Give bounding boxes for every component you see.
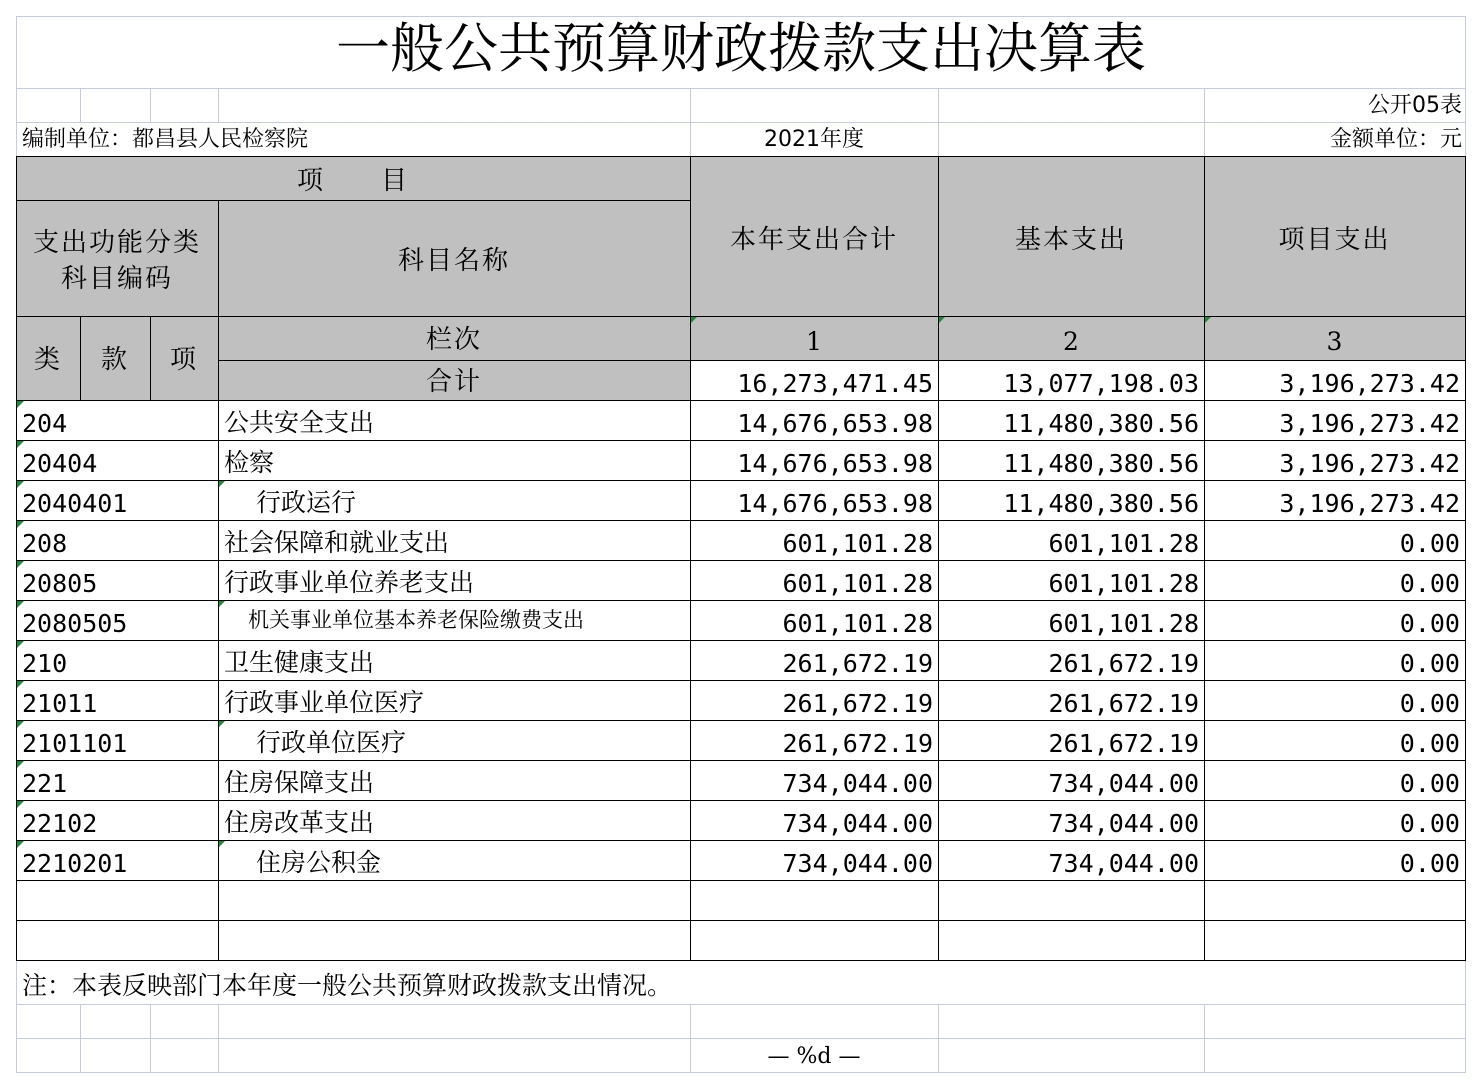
total-sum: 16,273,471.45 <box>737 369 933 398</box>
row-basic: 601,101.28 <box>1048 529 1199 558</box>
cell-marker-icon <box>17 721 24 728</box>
row-basic: 261,672.19 <box>1048 649 1199 678</box>
report-year: 2021年度 <box>764 127 864 152</box>
row-total: 734,044.00 <box>782 849 933 878</box>
cell-marker-icon <box>938 317 945 324</box>
cell-marker-icon <box>17 601 24 608</box>
cell-marker-icon <box>17 481 24 488</box>
cell-marker-icon <box>17 561 24 568</box>
header-subject-name: 科目名称 <box>397 246 510 276</box>
row-name: 检察 <box>224 448 275 477</box>
row-project: 3,196,273.42 <box>1279 409 1460 438</box>
total-basic: 13,077,198.03 <box>1003 369 1199 398</box>
row-project: 3,196,273.42 <box>1279 449 1460 478</box>
row-name: 公共安全支出 <box>224 408 375 437</box>
row-basic: 11,480,380.56 <box>1003 489 1199 518</box>
header-code-group-line1: 支出功能分类 <box>32 228 201 258</box>
header-kuan: 款 <box>100 345 129 375</box>
row-total: 261,672.19 <box>782 689 933 718</box>
header-index-1: 1 <box>806 327 822 356</box>
row-name: 行政事业单位医疗 <box>224 688 425 717</box>
page-number: — %d — <box>767 1044 861 1069</box>
row-code: 20404 <box>22 449 98 478</box>
row-total: 261,672.19 <box>782 649 933 678</box>
header-col-total: 本年支出合计 <box>729 225 898 255</box>
row-basic: 734,044.00 <box>1048 809 1199 838</box>
header-lanci: 栏次 <box>425 325 482 355</box>
row-total: 261,672.19 <box>782 729 933 758</box>
header-code-group-line2: 科目编码 <box>60 264 173 294</box>
cell-marker-icon <box>218 481 225 488</box>
row-project: 0.00 <box>1399 689 1460 718</box>
row-code: 204 <box>22 409 68 438</box>
header-index-3: 3 <box>1326 327 1343 356</box>
row-code: 221 <box>22 769 68 798</box>
row-code: 22102 <box>22 809 98 838</box>
cell-marker-icon <box>17 801 24 808</box>
row-code: 2101101 <box>22 729 128 758</box>
table-number: 公开05表 <box>1368 93 1462 118</box>
row-basic: 734,044.00 <box>1048 849 1199 878</box>
row-project: 0.00 <box>1399 609 1460 638</box>
row-name: 住房公积金 <box>256 848 382 877</box>
cell-marker-icon <box>17 761 24 768</box>
cell-marker-icon <box>218 841 225 848</box>
row-code: 20805 <box>22 569 98 598</box>
money-unit: 金额单位：元 <box>1329 127 1462 152</box>
row-total: 601,101.28 <box>782 529 933 558</box>
cell-marker-icon <box>17 841 24 848</box>
row-name: 行政事业单位养老支出 <box>224 568 475 597</box>
row-name: 住房保障支出 <box>224 768 375 797</box>
header-lei: 类 <box>33 345 62 375</box>
row-project: 0.00 <box>1399 769 1460 798</box>
row-total: 601,101.28 <box>782 569 933 598</box>
row-project: 0.00 <box>1399 529 1460 558</box>
row-code: 2040401 <box>22 489 128 518</box>
cell-marker-icon <box>690 317 697 324</box>
row-project: 0.00 <box>1399 569 1460 598</box>
total-project: 3,196,273.42 <box>1279 369 1460 398</box>
row-basic: 261,672.19 <box>1048 689 1199 718</box>
row-project: 3,196,273.42 <box>1279 489 1460 518</box>
row-code: 2080505 <box>22 609 128 638</box>
row-project: 0.00 <box>1399 729 1460 758</box>
row-basic: 11,480,380.56 <box>1003 409 1199 438</box>
header-col-basic: 基本支出 <box>1014 225 1127 255</box>
cell-marker-icon <box>17 641 24 648</box>
cell-marker-icon <box>17 521 24 528</box>
row-total: 14,676,653.98 <box>737 449 933 478</box>
header-index-2: 2 <box>1063 327 1079 356</box>
row-basic: 11,480,380.56 <box>1003 449 1199 478</box>
cell-marker-icon <box>218 601 225 608</box>
row-code: 210 <box>22 649 68 678</box>
cell-marker-icon <box>17 441 24 448</box>
row-code: 21011 <box>22 689 98 718</box>
row-code: 208 <box>22 529 68 558</box>
header-heji: 合计 <box>425 367 482 397</box>
row-name: 行政单位医疗 <box>256 728 407 757</box>
row-name: 机关事业单位基本养老保险缴费支出 <box>248 608 584 632</box>
cell-marker-icon <box>1204 317 1211 324</box>
row-total: 734,044.00 <box>782 809 933 838</box>
row-project: 0.00 <box>1399 849 1460 878</box>
unit-org: 编制单位：都昌县人民检察院 <box>22 127 309 152</box>
row-total: 14,676,653.98 <box>737 409 933 438</box>
header-col-project: 项目支出 <box>1278 225 1391 255</box>
row-name: 住房改革支出 <box>224 808 375 837</box>
header-xiang: 项 <box>169 345 198 375</box>
row-basic: 261,672.19 <box>1048 729 1199 758</box>
cell-marker-icon <box>17 681 24 688</box>
cell-marker-icon <box>218 721 225 728</box>
row-basic: 601,101.28 <box>1048 609 1199 638</box>
row-name: 行政运行 <box>256 488 357 517</box>
row-total: 734,044.00 <box>782 769 933 798</box>
row-code: 2210201 <box>22 849 128 878</box>
row-name: 社会保障和就业支出 <box>224 528 450 557</box>
cell-marker-icon <box>17 401 24 408</box>
row-total: 14,676,653.98 <box>737 489 933 518</box>
row-basic: 601,101.28 <box>1048 569 1199 598</box>
row-total: 601,101.28 <box>782 609 933 638</box>
row-name: 卫生健康支出 <box>224 648 375 677</box>
header-project: 项 目 <box>296 166 409 196</box>
row-basic: 734,044.00 <box>1048 769 1199 798</box>
footnote: 注：本表反映部门本年度一般公共预算财政拨款支出情况。 <box>22 971 673 1000</box>
row-project: 0.00 <box>1399 649 1460 678</box>
row-project: 0.00 <box>1399 809 1460 838</box>
page-title: 一般公共预算财政拨款支出决算表 <box>336 17 1146 80</box>
